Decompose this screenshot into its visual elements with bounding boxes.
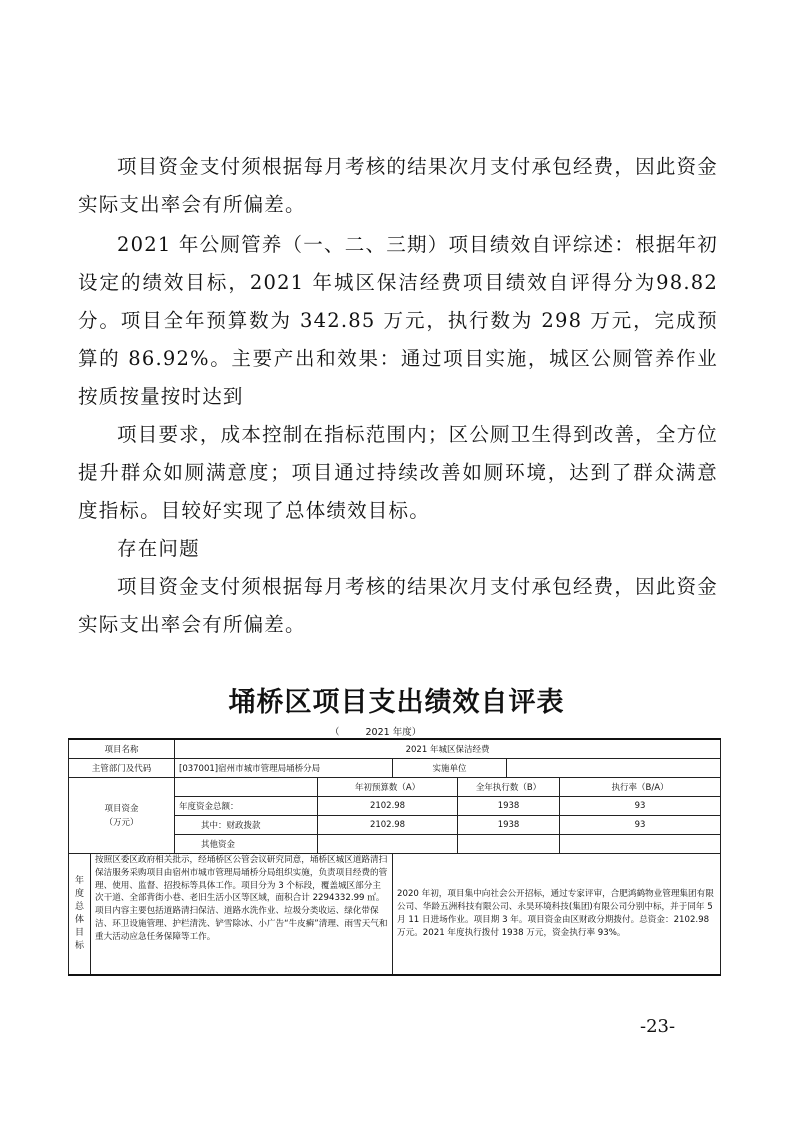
table-row [69, 739, 721, 759]
paragraph-requirements: 项目要求，成本控制在指标范围内；区公厕卫生得到改善，全方位提升群众如厕满意度；项目通过持续改善如厕环境，达到了群众满意度指标。目较好实现了总体绩效目标。 [78, 423, 718, 522]
goal-right-text: 2020 年初，项目集中向社会公开招标，通过专家评审，合肥鸿鹤物业管理集团有限公司、华龄五洲科技有限公司、永昊环境科技(集团)有限公司分别中标，并于同年 5 月 11 日进场作业。项目期 3 年。项目资金由区财政分期拨付。总资金：2102.98 万元。2021 年度执行拨付 1938 万元，资金执行率 93%。 [393, 854, 721, 976]
table-title: 埇桥区项目支出绩效自评表 [228, 687, 565, 718]
row-rate: 93 [560, 816, 721, 835]
row-budget: 2102.98 [318, 816, 458, 835]
row-label: 其他资金 [175, 835, 318, 854]
year-text: 2021 年度） [365, 727, 422, 738]
table-row [69, 854, 721, 976]
header-budget: 年初预算数（A） [318, 778, 458, 797]
paragraph-issues-heading: 存在问题 [117, 537, 200, 560]
row-exec: 1938 [458, 816, 560, 835]
paragraph-issues-body: 项目资金支付须根据每月考核的结果次月支付承包经费，因此资金实际支出率会有所偏差。 [78, 575, 718, 636]
impl-label: 实施单位 [393, 759, 507, 778]
self-evaluation-table [68, 738, 721, 976]
row-label: 其中：财政拨款 [175, 816, 318, 835]
goal-left-text: 按照区委区政府相关批示，经埇桥区公管会议研究同意，埇桥区城区道路清扫保洁服务采购项目由宿州市城市管理局埇桥分局组织实施，负责项目经费的管理、使用、监督、招投标等具体工作。项目分为 3 个标段，覆盖城区部分主次干道、全部背街小巷、老旧生活小区等区域，面积合计 2294332.99 ㎡。项目内容主要包括道路清扫保洁、道路水洗作业、垃圾分类收运、绿化带保洁、环卫设施管理、护栏清洗、铲雪除冰、小广告“牛皮癣”清理、雨雪天气和重大活动应急任务保障等工作。 [91, 854, 393, 976]
dept-label: 主管部门及代码 [69, 759, 175, 778]
header-exec: 全年执行数（B） [458, 778, 560, 797]
impl-value [507, 759, 721, 778]
dept-value: [037001]宿州市城市管理局埇桥分局 [175, 759, 393, 778]
table-row [69, 759, 721, 778]
header-rate: 执行率（B/A） [560, 778, 721, 797]
table-row [69, 778, 721, 797]
row-rate [560, 835, 721, 854]
year-open: （ [330, 727, 340, 738]
page-number: -23- [640, 1016, 676, 1037]
goal-label: 年 度 总 体 目 标 [69, 854, 91, 976]
row-budget [318, 835, 458, 854]
row-exec [458, 835, 560, 854]
project-name-value: 2021 年城区保洁经费 [175, 739, 721, 759]
paragraph-summary: 2021 年公厕管养（一、二、三期）项目绩效自评综述：根据年初设定的绩效目标，2021 年城区保洁经费项目绩效自评得分为98.82 分。项目全年预算数为 342.85 万元，执行数为 298 万元，完成预算的 86.92%。主要产出和效果：通过项目实施，城区公厕管养作业按质按量按时达到 [78, 233, 718, 408]
funds-label: 项目资金 （万元） [69, 778, 175, 854]
row-label: 年度资金总额： [175, 797, 318, 816]
row-budget: 2102.98 [318, 797, 458, 816]
header-blank [175, 778, 318, 797]
paragraph-funding-note: 项目资金支付须根据每月考核的结果次月支付承包经费，因此资金实际支出率会有所偏差。 [78, 155, 718, 216]
row-exec: 1938 [458, 797, 560, 816]
project-name-label: 项目名称 [69, 739, 175, 759]
row-rate: 93 [560, 797, 721, 816]
year-label [330, 724, 421, 738]
